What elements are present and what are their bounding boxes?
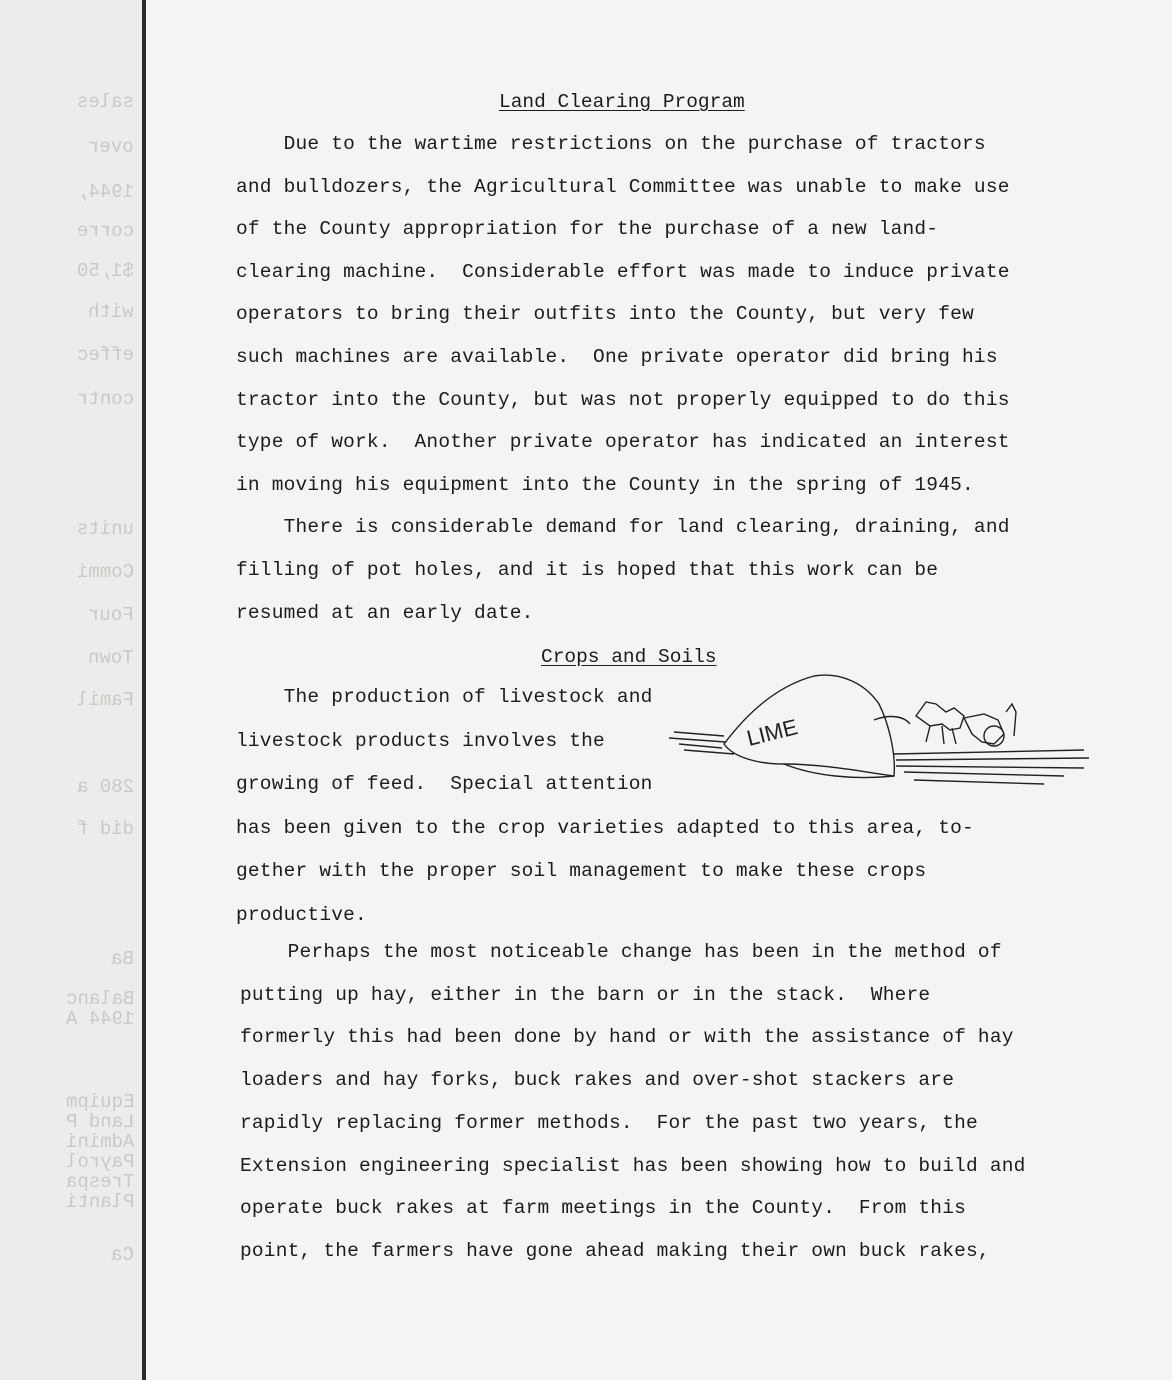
- bleed-word: Four: [88, 604, 134, 626]
- heading-crops-and-soils: Crops and Soils: [541, 646, 717, 668]
- bleed-word: Ca: [111, 1244, 134, 1266]
- text-line: loaders and hay forks, buck rakes and over-shot stackers are: [240, 1069, 955, 1092]
- bleed-word: Commi: [76, 561, 134, 583]
- lime-illustration: [664, 664, 1094, 794]
- text-line: clearing machine. Considerable effort was made to induce private: [236, 260, 1010, 283]
- text-line: Due to the wartime restrictions on the purchase of tractors: [236, 133, 986, 155]
- bleed-word: with: [88, 301, 134, 323]
- bleed-through-text: [0, 0, 142, 1380]
- text-line: has been given to the crop varieties adapted to this area, to-: [236, 816, 974, 839]
- bleed-word: 280 a: [76, 776, 134, 798]
- text-line: in moving his equipment into the County in the spring of 1945.: [236, 473, 974, 496]
- text-line: Extension engineering specialist has been showing how to build and: [240, 1154, 1026, 1177]
- text-line: livestock products involves the: [236, 729, 605, 752]
- bleed-word: Trespa: [65, 1171, 134, 1193]
- text-line: filling of pot holes, and it is hoped that this work can be: [236, 559, 939, 581]
- text-line: operate buck rakes at farm meetings in the County. From this: [240, 1197, 967, 1220]
- text-line: productive.: [236, 904, 367, 926]
- bleed-word: Admini: [65, 1131, 134, 1153]
- bleed-word: Balanc: [65, 988, 134, 1010]
- bleed-word: Famil: [76, 689, 134, 711]
- bleed-word: effec: [76, 344, 134, 366]
- bleed-word: units: [76, 518, 134, 540]
- bleed-word: Ba: [111, 948, 134, 970]
- text-line: point, the farmers have gone ahead making their own buck rakes,: [240, 1239, 990, 1262]
- text-line: such machines are available. One private operator did bring his: [236, 346, 998, 368]
- bleed-word: over: [88, 136, 134, 158]
- bleed-word: did f: [76, 818, 134, 840]
- text-line: There is considerable demand for land clearing, draining, and: [236, 516, 1010, 538]
- binding-line: [142, 0, 146, 1380]
- bleed-word: 1944,: [76, 181, 134, 203]
- text-line: operators to bring their outfits into the County, but very few: [236, 303, 974, 326]
- bleed-word: $1,50: [76, 260, 134, 282]
- text-line: tractor into the County, but was not properly equipped to do this: [236, 388, 1010, 411]
- text-line: and bulldozers, the Agricultural Committee was unable to make use: [236, 175, 1010, 198]
- bleed-word: 1944 A: [65, 1008, 134, 1030]
- bleed-word: Payrol: [65, 1151, 134, 1173]
- heading-land-clearing: Land Clearing Program: [499, 91, 745, 113]
- bleed-word: corre: [76, 220, 134, 242]
- bleed-word: Land P: [65, 1111, 134, 1133]
- bleed-word: Equipm: [65, 1091, 134, 1113]
- text-line: The production of livestock and: [236, 686, 653, 708]
- text-line: gether with the proper soil management to make these crops: [236, 860, 927, 883]
- bleed-word: contr: [76, 388, 134, 410]
- text-line: of the County appropriation for the purchase of a new land-: [236, 218, 939, 241]
- text-line: resumed at an early date.: [236, 602, 534, 624]
- text-line: growing of feed. Special attention: [236, 773, 653, 796]
- text-line: rapidly replacing former methods. For the past two years, the: [240, 1111, 978, 1134]
- text-line: putting up hay, either in the barn or in the stack. Where: [240, 983, 931, 1006]
- text-line: Perhaps the most noticeable change has been in the method of: [240, 941, 1002, 963]
- text-line: formerly this had been done by hand or with the assistance of hay: [240, 1026, 1014, 1049]
- bleed-word: sales: [76, 91, 134, 113]
- lime-label: LIME: [744, 714, 801, 751]
- text-line: type of work. Another private operator has indicated an interest: [236, 431, 1010, 454]
- bleed-word: Planti: [65, 1191, 134, 1213]
- bleed-word: Town: [88, 647, 134, 669]
